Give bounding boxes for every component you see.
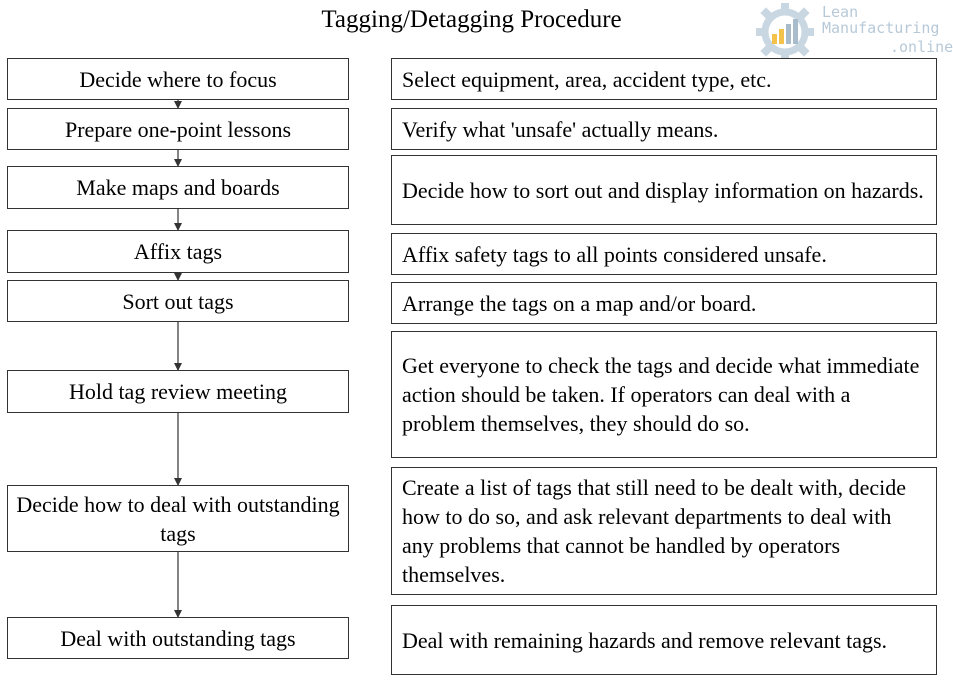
step-box-make-maps — [7, 166, 349, 209]
step-description: Deal with remaining hazards and remove relevant tags. — [402, 627, 888, 653]
step-label: Make maps and boards — [76, 175, 280, 200]
desc-box-make-maps — [391, 155, 937, 225]
step-description: Get everyone to check the tags and decide what immediate action should be taken. If operators can deal with a problem themselves, they should do so. — [402, 353, 920, 436]
logo-text-online: .online — [890, 38, 953, 56]
desc-box-decide-focus — [391, 58, 937, 100]
step-label: Deal with outstanding tags — [60, 625, 296, 651]
step-box-affix-tags — [7, 230, 349, 273]
logo-text-lean: Lean — [822, 3, 859, 21]
step-box-review-meeting — [7, 370, 349, 413]
step-label: Sort out tags — [122, 288, 234, 314]
step-label: Decide where to focus — [79, 66, 277, 92]
step-label: Decide how to deal with outstanding tags — [16, 491, 340, 546]
desc-box-review-meeting — [391, 331, 937, 458]
step-description: Select equipment, area, accident type, etc. — [402, 66, 772, 92]
step-description: Affix safety tags to all points considered unsafe. — [402, 241, 827, 267]
desc-box-affix-tags — [391, 233, 937, 275]
step-box-sort-tags — [7, 280, 349, 322]
diagram-title: Tagging/Detagging Procedure — [321, 6, 622, 33]
step-box-deal-outstanding — [7, 617, 349, 659]
desc-box-decide-outstanding — [391, 467, 937, 595]
desc-box-sort-tags — [391, 282, 937, 324]
step-box-prepare-lessons — [7, 108, 349, 150]
step-description: Decide how to sort out and display information on hazards. — [402, 177, 924, 203]
step-label: Affix tags — [133, 239, 223, 264]
step-description: Arrange the tags on a map and/or board. — [402, 290, 757, 316]
step-label: Prepare one-point lessons — [64, 116, 292, 142]
desc-box-deal-outstanding — [391, 605, 937, 675]
step-box-decide-focus — [7, 58, 349, 100]
step-description: Create a list of tags that still need to be dealt with, decide how to do so, and ask relevant departments to deal with any problems that cannot be handled by operators themselves. — [402, 475, 907, 587]
desc-box-prepare-lessons — [391, 108, 937, 150]
logo-text-manufacturing: Manufacturing — [822, 19, 940, 37]
step-label: Hold tag review meeting — [68, 379, 288, 404]
step-box-decide-outstanding — [7, 485, 349, 552]
step-description: Verify what 'unsafe' actually means. — [402, 116, 719, 142]
